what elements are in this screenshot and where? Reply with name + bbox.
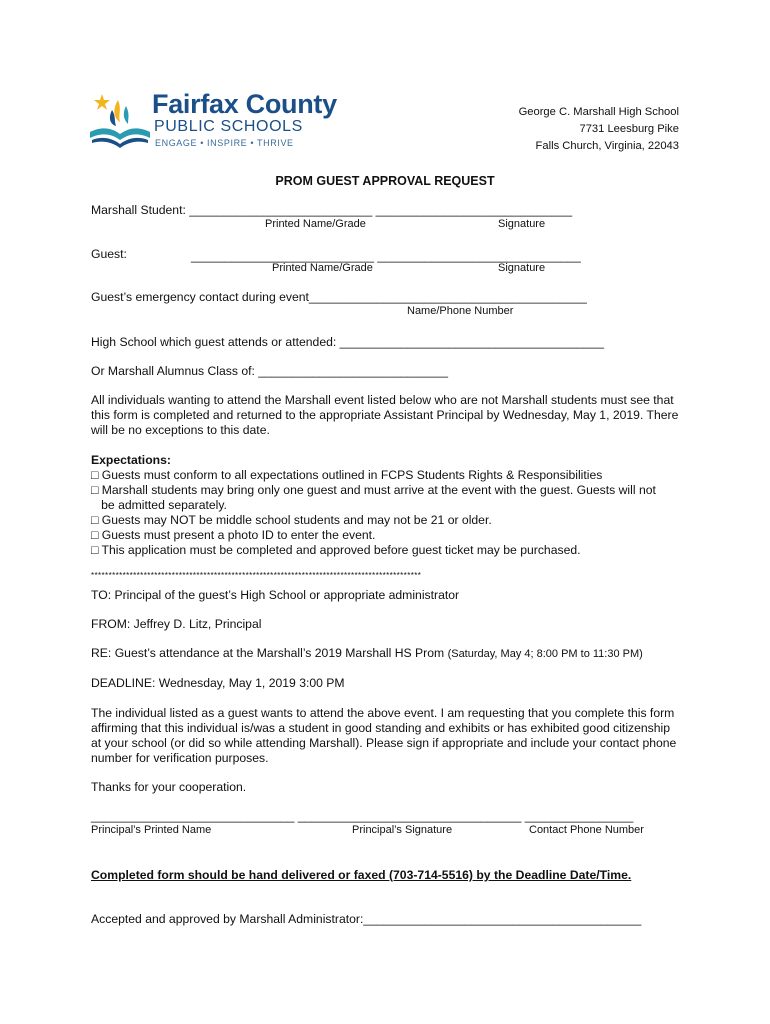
memo-re xyxy=(91,646,643,660)
separator-line: ********************************************************************************************** xyxy=(91,571,422,580)
thanks-line: Thanks for your cooperation. xyxy=(91,780,247,794)
delivery-notice: Completed form should be hand delivered or faxed (703-714-5516) by the Deadline Date/Time. xyxy=(91,868,632,882)
emergency-contact-line: Guest’s emergency contact during event_________________________________________ xyxy=(91,290,587,304)
logo-tagline: ENGAGE • INSPIRE • THRIVE xyxy=(155,138,294,148)
memo-re-main: RE: Guest’s attendance at the Marshall’s 2019 Marshall HS Prom xyxy=(91,646,445,660)
administrator-approval-line: Accepted and approved by Marshall Administrator:_________________________________________ xyxy=(91,912,642,926)
school-city: Falls Church, Virginia, 22043 xyxy=(535,140,679,152)
principal-signature-lines: ______________________________ _________________________________ ________________ xyxy=(91,809,634,823)
memo-re-detail: (Saturday, May 4; 8:00 PM to 11:30 PM) xyxy=(447,648,643,660)
logo-title: Fairfax County xyxy=(152,89,337,119)
school-street: 7731 Leesburg Pike xyxy=(579,123,679,135)
contact-phone-caption: Contact Phone Number xyxy=(529,824,644,836)
student-signature-caption: Signature xyxy=(498,218,546,230)
page-title: PROM GUEST APPROVAL REQUEST xyxy=(275,174,495,188)
logo-subtitle: PUBLIC SCHOOLS xyxy=(154,118,303,135)
alumnus-line: Or Marshall Alumnus Class of: ____________________________ xyxy=(91,364,449,378)
memo-to: TO: Principal of the guest’s High School or appropriate administrator xyxy=(91,588,460,602)
expectation-item: □ Guests may NOT be middle school students and may not be 21 or older. xyxy=(91,513,492,527)
intro-paragraph: All individuals wanting to attend the Marshall event listed below who are not Marshall students must see that this form is completed and returned to the appropriate Assistant Principal by Wednesday, May 1, 2019. There will be no exceptions to this date. xyxy=(91,393,679,437)
guest-signature-caption: Signature xyxy=(498,262,546,274)
school-name: George C. Marshall High School xyxy=(518,106,679,118)
expectations-heading: Expectations: xyxy=(91,453,171,467)
memo-deadline: DEADLINE: Wednesday, May 1, 2019 3:00 PM xyxy=(91,676,345,690)
high-school-line: High School which guest attends or attended: _______________________________________ xyxy=(91,335,604,349)
expectation-item: □ Marshall students may bring only one guest and must arrive at the event with the guest. Guests will not xyxy=(91,483,656,497)
student-line: Marshall Student: ___________________________ _____________________________ xyxy=(91,203,573,217)
body-paragraph: The individual listed as a guest wants to attend the above event. I am requesting that you complete this form affirming that this individual is/was a student in good standing and exhibits or has exhibited good citizenship at your school (or did so while attending Marshall). Please sign if appropriate and include your contact phone number for verification purposes. xyxy=(91,706,677,765)
expectation-item: □ Guests must present a photo ID to enter the event. xyxy=(91,528,376,542)
guest-label: Guest: xyxy=(91,247,127,261)
emergency-contact-caption: Name/Phone Number xyxy=(407,305,514,317)
memo-from: FROM: Jeffrey D. Litz, Principal xyxy=(91,617,262,631)
expectation-item-continued: be admitted separately. xyxy=(91,498,227,512)
expectation-item: □ This application must be completed and approved before guest ticket may be purchased. xyxy=(91,543,581,557)
guest-name-caption: Printed Name/Grade xyxy=(272,262,373,274)
expectation-item: □ Guests must conform to all expectations outlined in FCPS Students Rights & Responsibilities xyxy=(91,468,603,482)
guest-lines: ___________________________ ______________________________ xyxy=(191,249,581,263)
logo-emblem-icon xyxy=(88,92,152,150)
principal-name-caption: Principal’s Printed Name xyxy=(91,824,212,836)
principal-signature-caption: Principal’s Signature xyxy=(352,824,453,836)
student-name-caption: Printed Name/Grade xyxy=(265,218,366,230)
